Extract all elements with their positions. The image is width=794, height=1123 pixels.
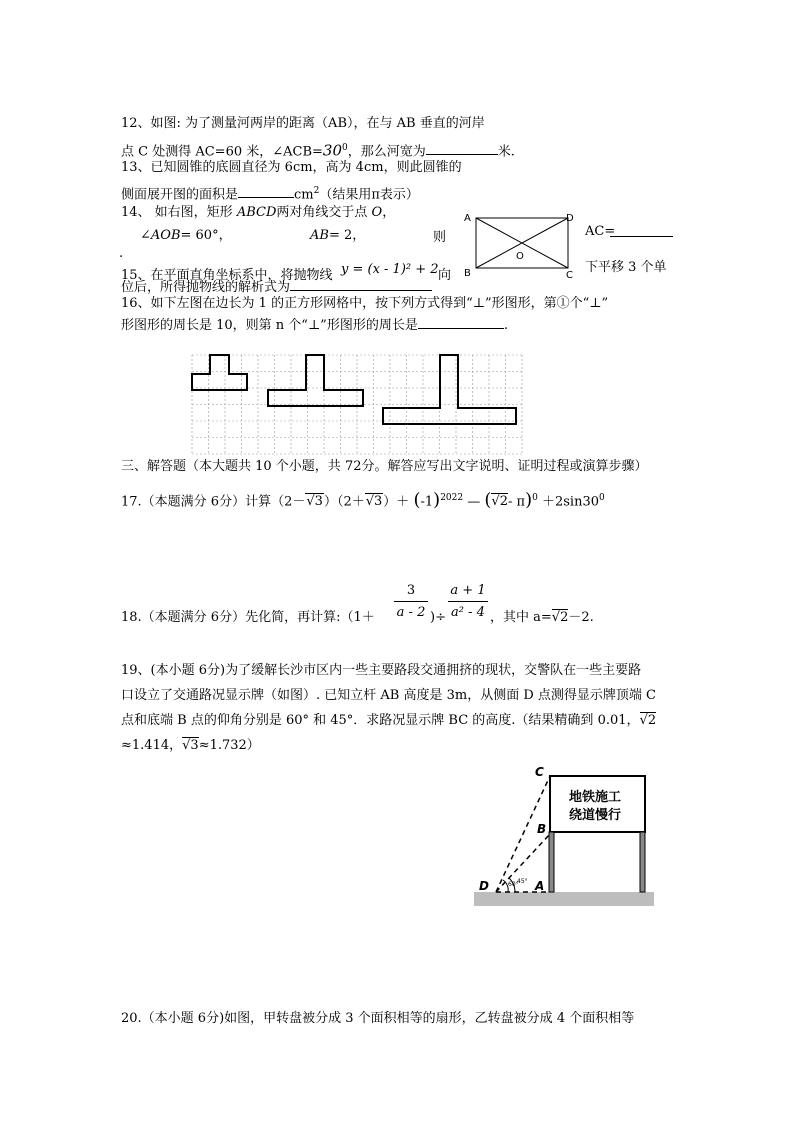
q14-text-a: 14、 如右图，矩形 [121,205,233,220]
q14-text-c: = 2， [328,228,366,243]
q14-abcd: ABCD [236,205,277,220]
q16-text-b: . [503,318,508,333]
q17-deg: 0 [598,493,605,503]
q13-text-c: 表示） [379,187,419,203]
label-o: O [516,251,524,262]
q19-text-b: ≈1.414， [121,738,183,753]
q17-paren2-open: ( [484,489,492,511]
rectangle-figure [458,208,582,280]
q19-line2: 口设立了交通路况显示牌（如图）. 已知立杆 AB 高度是 3m，从侧面 D 点测得显示牌顶端 C [121,688,656,703]
sign-text-2: 绕道慢行 [569,808,622,823]
q13-line1: 13、已知圆锥的底圆直径为 6cm，高为 4cm，则此圆锥的 [121,160,462,175]
q15-formula: y = (x - 1)² + 2 [341,262,439,277]
q17-sqrt2: √2 [491,494,508,510]
q13-line2 [121,183,419,203]
pole-left [549,832,554,892]
q18-sqrt2: √2 [551,610,569,625]
q16-line2 [121,316,508,334]
q19-sqrt3-val: 3 [190,738,199,753]
sign-figure [470,762,660,912]
q18-den1: a - 2 [396,605,426,620]
label-a: A [464,213,471,224]
q19-sqrt2: √2 [639,713,657,728]
q16-text-a: 形图形的周长是 10，则第 n 个“⊥”形图形的周长是 [121,318,418,333]
q17-text-d: ＋2sin30 [541,494,599,510]
q14-comma: ， [382,205,396,220]
label-c: C [535,765,544,779]
label-a: A [535,879,545,893]
q18-num2: a + 1 [448,583,488,602]
q12-text-a: 点 C 处测得 AC=60 米，∠ACB= [121,144,323,160]
q17-sqrt3-b-val: 3 [374,494,383,510]
q16-answer-blank[interactable] [418,316,504,329]
q17-exp-0: 0 [532,493,538,503]
q18-sqrt2-val: 2 [560,610,569,625]
q12-line1: 12、如图: 为了测量河两岸的距离（AB），在与 AB 垂直的河岸 [121,116,485,131]
q18-fraction-2 [448,583,488,620]
q12-text-b: ，那么河宽为 [347,144,426,160]
q14-ze: 则 [433,230,447,245]
q13-pi: π [371,187,380,203]
q19-sqrt3: √3 [182,738,199,753]
q17-minus: — [467,494,481,510]
q16-line1: 16、如下左图在边长为 1 的正方形网格中，按下列方式得到“⊥”形图形，第①个“⊥” [121,296,609,311]
q17-text-c: ）＋ [383,494,410,510]
q15-line2 [121,278,432,296]
q20-line1: 20.（本小题 6分)如图，甲转盘被分成 3 个面积相等的扇形，乙转盘被分成 4 个面积相等 [121,1011,635,1026]
t-shape-2 [268,355,363,406]
q13-text-a: 侧面展开图的面积是 [121,187,239,203]
q17-minus-one: -1 [420,494,434,510]
sign-text-1: 地铁施工 [569,790,622,805]
label-60: 60° [508,881,519,888]
q18-where: ，其中 a= [490,610,552,625]
q18-div: ÷ [435,610,446,625]
q14-ab: AB [310,228,329,243]
q14-aob: AOB [150,228,181,243]
label-d: D [566,213,574,224]
q18-num1: 3 [394,583,428,602]
q19-line4 [121,738,260,754]
q14-text-b2: = 60°， [180,228,232,243]
q17-sqrt3-b: √3 [365,494,383,510]
q14-ac-blank-wrap [610,224,673,242]
label-d: D [479,879,489,893]
q18-text-a: 18.（本题满分 6分）先化简，再计算:（1＋ [121,610,375,625]
q14-answer-blank[interactable] [610,224,673,237]
q12-angle: 30 [322,141,343,160]
q12-deg: 0 [342,143,348,153]
q15-answer-blank[interactable] [290,278,432,291]
q14-angle-symbol: ∠ [140,228,151,243]
grid-lines [192,355,522,454]
q15-text-c: 下平移 3 个单 [585,260,667,275]
q13-unit-sup: 2 [313,186,320,196]
label-c: C [566,270,573,280]
section-3-heading: 三、解答题（本大题共 10 个小题，共 72分。解答应写出文字说明、证明过程或演算步骤） [121,459,648,474]
q14-line1 [121,205,395,221]
q18-den2: a² - 4 [451,605,485,620]
q17-exp-2022: 2022 [440,493,464,503]
q19-text-a: 点和底端 B 点的仰角分别是 60° 和 45°．求路况显示牌 BC 的高度.（结果精确到 0.01， [121,713,640,728]
label-b: B [537,822,547,836]
q15-text-d: 位后，所得抛物线的解析式为 [121,280,291,295]
ground [474,892,654,906]
q18-text-b [430,610,446,626]
q17-text-a: 17.（本题满分 6分）计算（2－ [121,494,306,510]
q17-text-b: ）（2＋ [323,494,365,510]
q17-expression [121,490,605,510]
grid-figure [190,352,530,456]
q14-ac-label: AC= [585,224,616,239]
q13-unit: cm [294,187,314,203]
q17-sqrt3-a: √3 [306,494,323,510]
q13-answer-blank[interactable] [238,185,294,198]
q14-text-b: 两对角线交于点 [276,205,368,220]
q19-sqrt2-val: 2 [647,713,657,728]
q19-line1: 19、(本小题 6分)为了缓解长沙市区内一些主要路段交通拥挤的现状，交警队在一些主要路 [121,663,642,678]
q14-line2b [310,228,365,244]
q12-answer-blank[interactable] [426,142,498,155]
q12-text-c: 米. [497,144,515,160]
q17-paren2-close: ) [525,489,533,511]
q17-paren-close: ) [433,489,441,511]
q12-line2 [121,140,515,160]
q17-sqrt2-val: 2 [499,494,508,510]
t-shape-1 [192,355,247,390]
q14-o: O [371,205,383,220]
label-45: 45° [517,878,528,885]
q14-dot: . [119,246,124,261]
q18-text-d: －2. [568,610,594,625]
q15-text-b: 向 [438,268,452,283]
q18-paren: ) [430,610,436,625]
q17-sqrt3-a-val: 3 [314,494,323,510]
q13-text-b: （结果用 [319,187,372,203]
q14-line2 [140,228,232,244]
t-shape-3 [383,355,516,424]
label-b: B [464,268,471,279]
pole-right [640,832,645,892]
q17-paren-open: ( [413,489,421,511]
q18-text-c [490,610,594,626]
q19-text-c: ≈1.732） [198,738,260,753]
q19-line3 [121,713,656,729]
q18-fraction-1 [394,583,428,620]
q15-line1: 15、在平面直角坐标系中，将抛物线 [121,268,333,283]
q17-minus-pi: - π [507,494,526,510]
